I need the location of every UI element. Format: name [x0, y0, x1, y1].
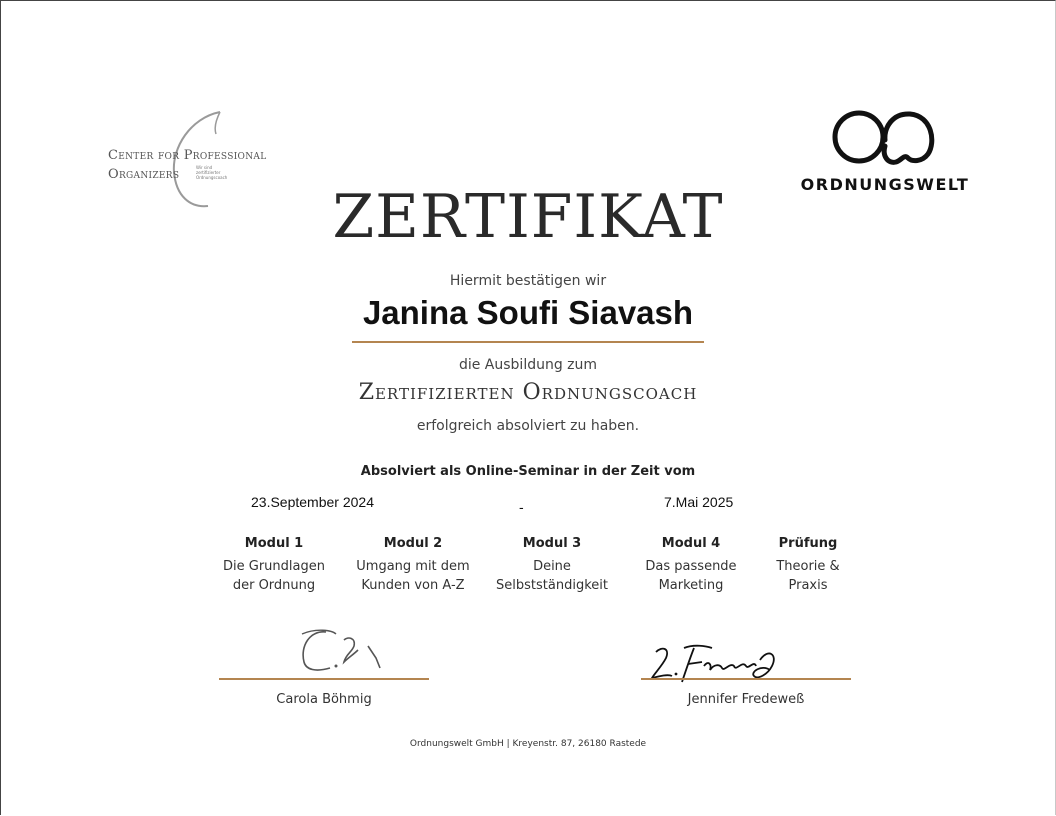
module-3 [477, 536, 627, 595]
module-desc-line1: Theorie & [776, 559, 840, 574]
module-desc-line2: Marketing [658, 578, 724, 593]
certificate-title: ZERTIFIKAT [332, 182, 724, 252]
ordnungswelt-wordmark: ORDNUNGSWELT [800, 175, 970, 194]
module-desc-line2: Praxis [788, 578, 828, 593]
module-title: Modul 2 [383, 536, 443, 551]
module-title: Prüfung [778, 536, 838, 551]
module-title: Modul 4 [661, 536, 721, 551]
module-title: Modul 3 [522, 536, 582, 551]
module-desc-line2: Selbstständigkeit [496, 578, 608, 593]
module-desc-line1: Die Grundlagen [223, 559, 325, 574]
module-desc-line1: Umgang mit dem [356, 559, 470, 574]
module-2 [338, 536, 488, 595]
date-end: 7.Mai 2025 [664, 494, 734, 510]
signatory-left-name: Carola Böhmig [276, 692, 372, 707]
recipient-name: Janina Soufi Siavash [362, 294, 694, 331]
cpo-logo-line1: Center for Professional [108, 148, 267, 163]
module-exam [733, 536, 883, 595]
intro-text: Hiermit bestätigen wir [449, 273, 607, 289]
training-prefix: die Ausbildung zum [458, 357, 598, 373]
signatory-right-name: Jennifer Fredeweß [687, 692, 805, 707]
module-desc-line1: Das passende [645, 559, 737, 574]
date-separator: - [519, 499, 524, 515]
cpo-logo-line2: Organizers [108, 167, 180, 182]
module-desc-line1: Deine [533, 559, 571, 574]
module-title: Modul 1 [244, 536, 304, 551]
signature-line-right [641, 678, 851, 680]
seminar-label: Absolviert als Online-Seminar in der Zeit vom [360, 464, 696, 479]
signature-boehmig-icon [296, 624, 388, 676]
module-desc-line2: der Ordnung [232, 578, 316, 593]
completion-text: erfolgreich absolviert zu haben. [416, 418, 640, 434]
course-name: Zertifizierten Ordnungscoach [358, 380, 698, 405]
date-start: 23.September 2024 [251, 494, 374, 510]
signature-line-left [219, 678, 429, 680]
module-desc-line2: Kunden von A-Z [361, 578, 465, 593]
cpo-logo-tagline: Wir sind zertifizierter Ordnungscoach [196, 165, 228, 180]
module-1 [199, 536, 349, 595]
signature-fredewess-icon [650, 640, 782, 688]
ordnungswelt-logo-icon [832, 110, 938, 168]
footer-address: Ordnungswelt GmbH | Kreyenstr. 87, 26180 Rastede [409, 739, 647, 749]
name-underline [352, 341, 704, 343]
